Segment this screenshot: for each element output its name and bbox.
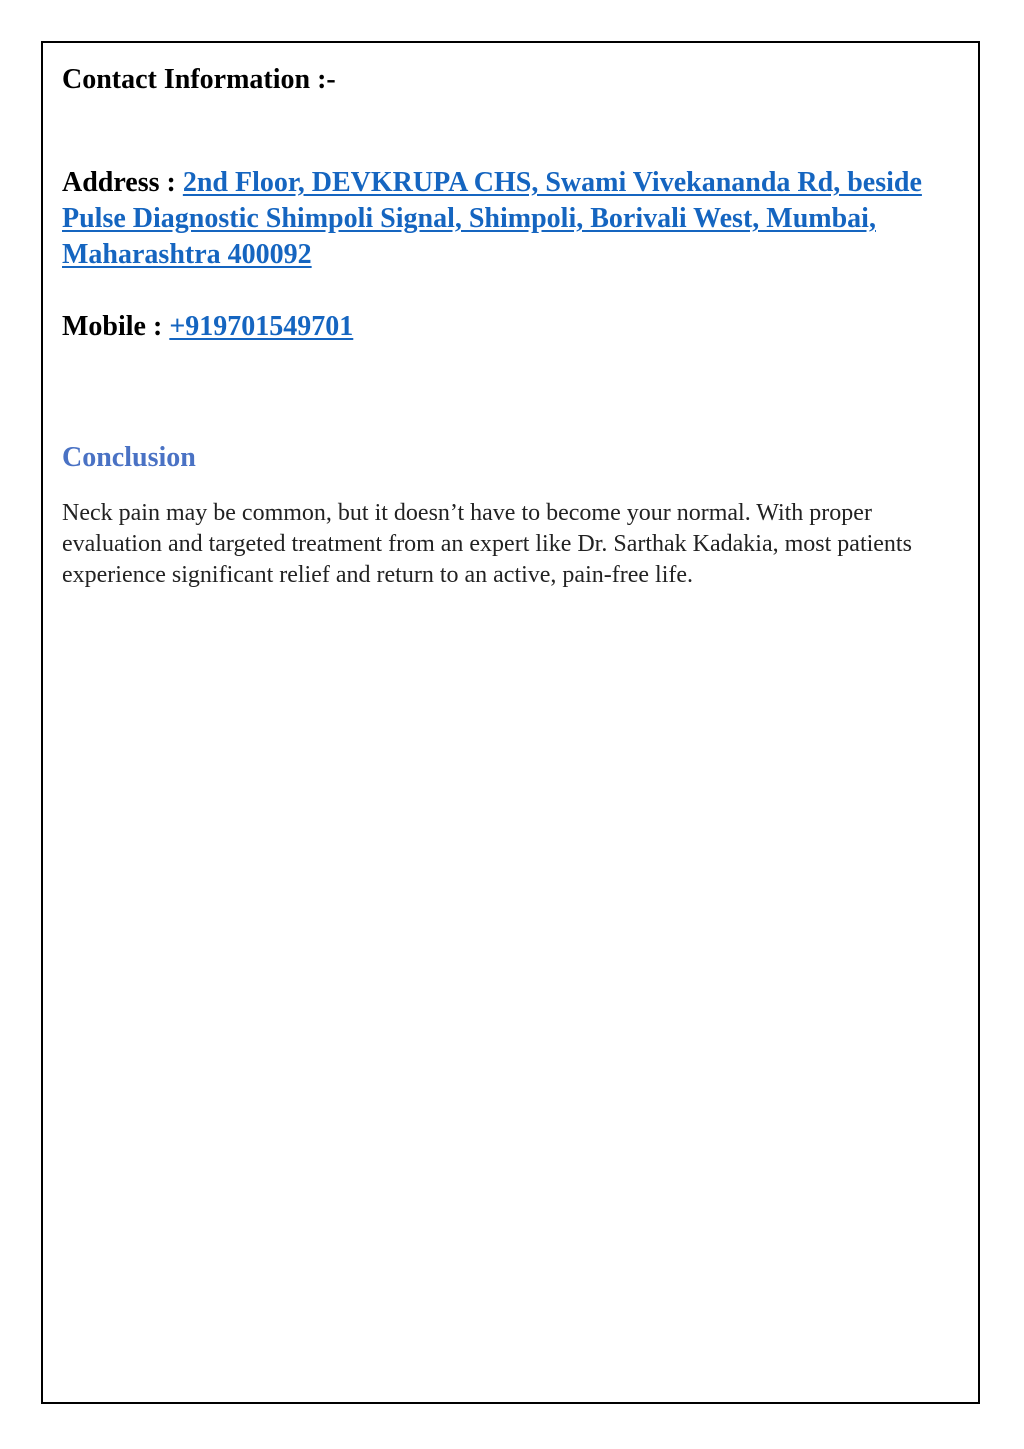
conclusion-heading: Conclusion: [62, 442, 196, 473]
address-label: Address :: [62, 167, 183, 198]
address-link[interactable]: 2nd Floor, DEVKRUPA CHS, Swami Vivekananda Rd, beside Pulse Diagnostic Shimpoli Signal, Shimpoli, Borivali West, Mumbai, Maharashtra 400092: [62, 167, 922, 270]
mobile-link[interactable]: +919701549701: [169, 311, 354, 342]
document-content: [62, 60, 952, 591]
conclusion-body: Neck pain may be common, but it doesn’t have to become your normal. With proper evaluation and targeted treatment from an expert like Dr. Sarthak Kadakia, most patients experience significant relief and return to an active, pain-free life.: [62, 500, 912, 588]
mobile-label: Mobile :: [62, 311, 170, 342]
mobile-line: [62, 309, 952, 345]
contact-heading: Contact Information :-: [62, 64, 336, 95]
address-line: [62, 165, 952, 273]
